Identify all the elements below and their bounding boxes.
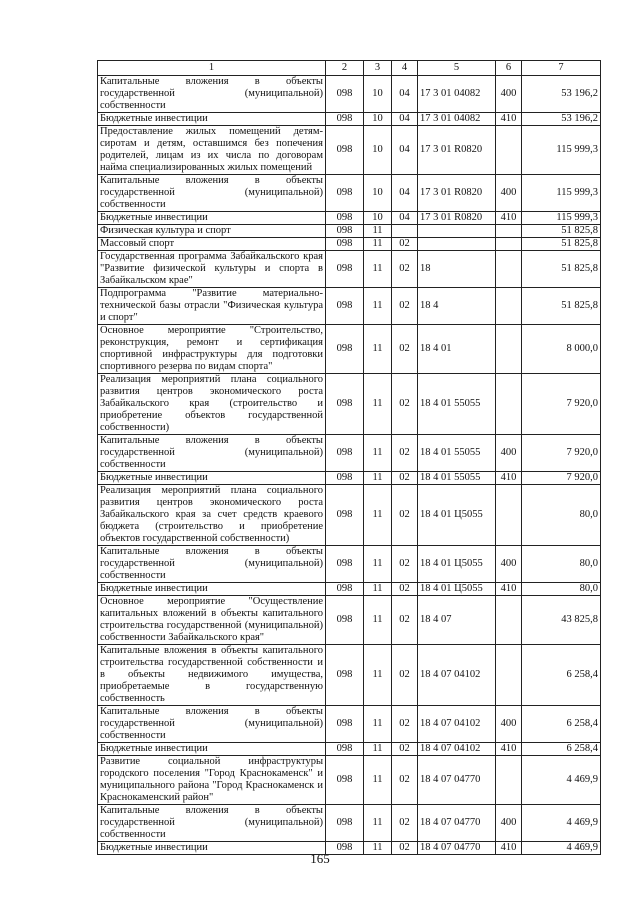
target-article-cell: 18 4 01 [418, 325, 496, 374]
expense-type-cell [496, 596, 522, 645]
target-article-cell: 18 4 01 Ц5055 [418, 583, 496, 596]
expense-type-cell [496, 756, 522, 805]
target-article-cell: 18 4 01 55055 [418, 472, 496, 485]
table-row [98, 583, 601, 596]
target-article-cell: 18 4 07 04102 [418, 645, 496, 706]
code-admin-cell: 098 [326, 485, 364, 546]
page-number: 165 [310, 851, 330, 866]
table-row [98, 743, 601, 756]
subsection-cell: 02 [392, 238, 418, 251]
subsection-cell: 02 [392, 325, 418, 374]
subsection-cell: 04 [392, 212, 418, 225]
code-admin-cell: 098 [326, 805, 364, 842]
row-name-cell: Бюджетные инвестиции [98, 583, 326, 596]
amount-cell: 115 999,3 [522, 126, 601, 175]
section-cell: 11 [364, 288, 392, 325]
amount-cell: 51 825,8 [522, 288, 601, 325]
header-cell: 7 [522, 61, 601, 76]
target-article-cell: 18 4 01 55055 [418, 374, 496, 435]
target-article-cell: 18 4 [418, 288, 496, 325]
target-article-cell: 17 3 01 04082 [418, 113, 496, 126]
subsection-cell [392, 225, 418, 238]
target-article-cell: 18 4 07 04102 [418, 706, 496, 743]
amount-cell: 53 196,2 [522, 76, 601, 113]
target-article-cell [418, 238, 496, 251]
header-cell: 1 [98, 61, 326, 76]
table-row [98, 546, 601, 583]
code-admin-cell: 098 [326, 325, 364, 374]
table-row [98, 485, 601, 546]
subsection-cell: 04 [392, 126, 418, 175]
header-cell: 6 [496, 61, 522, 76]
table-row [98, 472, 601, 485]
target-article-cell: 18 [418, 251, 496, 288]
amount-cell: 53 196,2 [522, 113, 601, 126]
table-row [98, 435, 601, 472]
section-cell: 11 [364, 583, 392, 596]
table-row [98, 251, 601, 288]
subsection-cell: 02 [392, 288, 418, 325]
subsection-cell: 02 [392, 743, 418, 756]
section-cell: 11 [364, 706, 392, 743]
row-name-cell: Государственная программа Забайкальского края "Развитие физической культуры и спорта в Забайкальском крае" [98, 251, 326, 288]
amount-cell: 8 000,0 [522, 325, 601, 374]
expense-type-cell [496, 238, 522, 251]
target-article-cell: 18 4 07 04102 [418, 743, 496, 756]
subsection-cell: 02 [392, 374, 418, 435]
section-cell: 11 [364, 485, 392, 546]
section-cell: 11 [364, 238, 392, 251]
row-name-cell: Капитальные вложения в объекты государственной (муниципальной) собственности [98, 435, 326, 472]
section-cell: 10 [364, 113, 392, 126]
code-admin-cell: 098 [326, 756, 364, 805]
expense-type-cell [496, 325, 522, 374]
expense-type-cell: 410 [496, 583, 522, 596]
amount-cell: 6 258,4 [522, 645, 601, 706]
row-name-cell: Бюджетные инвестиции [98, 743, 326, 756]
table-row [98, 756, 601, 805]
expense-type-cell [496, 374, 522, 435]
table-row [98, 175, 601, 212]
subsection-cell: 02 [392, 546, 418, 583]
code-admin-cell: 098 [326, 645, 364, 706]
target-article-cell: 17 3 01 R0820 [418, 175, 496, 212]
budget-table [97, 60, 601, 855]
code-admin-cell: 098 [326, 251, 364, 288]
expense-type-cell [496, 288, 522, 325]
target-article-cell: 18 4 07 [418, 596, 496, 645]
amount-cell: 80,0 [522, 485, 601, 546]
row-name-cell: Предоставление жилых помещений детям-сиротам и детям, оставшимся без попечения родителей, лицам из их числа по договорам найма специализированных жилых помещений [98, 126, 326, 175]
code-admin-cell: 098 [326, 842, 364, 855]
amount-cell: 7 920,0 [522, 435, 601, 472]
row-name-cell: Капитальные вложения в объекты государственной (муниципальной) собственности [98, 175, 326, 212]
row-name-cell: Капитальные вложения в объекты государственной (муниципальной) собственности [98, 706, 326, 743]
amount-cell: 4 469,9 [522, 805, 601, 842]
code-admin-cell: 098 [326, 472, 364, 485]
subsection-cell: 04 [392, 76, 418, 113]
row-name-cell: Капитальные вложения в объекты государственной (муниципальной) собственности [98, 805, 326, 842]
expense-type-cell: 400 [496, 435, 522, 472]
section-cell: 11 [364, 743, 392, 756]
section-cell: 11 [364, 756, 392, 805]
header-cell: 2 [326, 61, 364, 76]
subsection-cell: 02 [392, 756, 418, 805]
section-cell: 11 [364, 645, 392, 706]
amount-cell: 7 920,0 [522, 374, 601, 435]
amount-cell: 80,0 [522, 546, 601, 583]
target-article-cell: 18 4 07 04770 [418, 756, 496, 805]
amount-cell: 43 825,8 [522, 596, 601, 645]
code-admin-cell: 098 [326, 175, 364, 212]
section-cell: 11 [364, 325, 392, 374]
expense-type-cell: 400 [496, 175, 522, 212]
target-article-cell: 17 3 01 R0820 [418, 212, 496, 225]
table-row [98, 126, 601, 175]
target-article-cell [418, 225, 496, 238]
section-cell: 10 [364, 175, 392, 212]
section-cell: 11 [364, 374, 392, 435]
section-cell: 10 [364, 212, 392, 225]
section-cell: 10 [364, 126, 392, 175]
code-admin-cell: 098 [326, 225, 364, 238]
subsection-cell: 02 [392, 645, 418, 706]
table-row [98, 325, 601, 374]
code-admin-cell: 098 [326, 288, 364, 325]
code-admin-cell: 098 [326, 743, 364, 756]
section-cell: 11 [364, 435, 392, 472]
section-cell: 11 [364, 596, 392, 645]
expense-type-cell [496, 645, 522, 706]
row-name-cell: Бюджетные инвестиции [98, 472, 326, 485]
expense-type-cell: 400 [496, 76, 522, 113]
expense-type-cell: 400 [496, 706, 522, 743]
table-header-row [98, 61, 601, 76]
subsection-cell: 02 [392, 251, 418, 288]
row-name-cell: Капитальные вложения в объекты капитального строительства государственной собственности и в объекты недвижимого имущества, приобретаемые в государственную собственность [98, 645, 326, 706]
code-admin-cell: 098 [326, 238, 364, 251]
target-article-cell: 18 4 07 04770 [418, 842, 496, 855]
expense-type-cell: 410 [496, 472, 522, 485]
expense-type-cell [496, 485, 522, 546]
amount-cell: 6 258,4 [522, 706, 601, 743]
table-row [98, 374, 601, 435]
table-row [98, 706, 601, 743]
table-row [98, 645, 601, 706]
amount-cell: 6 258,4 [522, 743, 601, 756]
amount-cell: 115 999,3 [522, 175, 601, 212]
header-cell: 3 [364, 61, 392, 76]
subsection-cell: 02 [392, 435, 418, 472]
table-row [98, 596, 601, 645]
table-row [98, 212, 601, 225]
row-name-cell: Развитие социальной инфраструктуры городского поселения "Город Краснокаменск" и муниципального района "Город Краснокаменск и Краснокаменский район" [98, 756, 326, 805]
table-row [98, 113, 601, 126]
table-row [98, 76, 601, 113]
header-cell: 4 [392, 61, 418, 76]
target-article-cell: 18 4 01 55055 [418, 435, 496, 472]
row-name-cell: Основное мероприятие "Осуществление капитальных вложений в объекты капитального строительства государственной (муниципальной) собственности Забайкальского края" [98, 596, 326, 645]
expense-type-cell: 410 [496, 212, 522, 225]
code-admin-cell: 098 [326, 113, 364, 126]
table-row [98, 288, 601, 325]
row-name-cell: Физическая культура и спорт [98, 225, 326, 238]
section-cell: 11 [364, 546, 392, 583]
target-article-cell: 17 3 01 04082 [418, 76, 496, 113]
expense-type-cell: 410 [496, 842, 522, 855]
subsection-cell: 02 [392, 805, 418, 842]
amount-cell: 4 469,9 [522, 842, 601, 855]
row-name-cell: Массовый спорт [98, 238, 326, 251]
subsection-cell: 02 [392, 842, 418, 855]
section-cell: 11 [364, 251, 392, 288]
code-admin-cell: 098 [326, 706, 364, 743]
expense-type-cell [496, 126, 522, 175]
target-article-cell: 18 4 01 Ц5055 [418, 485, 496, 546]
target-article-cell: 17 3 01 R0820 [418, 126, 496, 175]
amount-cell: 51 825,8 [522, 225, 601, 238]
row-name-cell: Бюджетные инвестиции [98, 212, 326, 225]
subsection-cell: 02 [392, 596, 418, 645]
row-name-cell: Капитальные вложения в объекты государственной (муниципальной) собственности [98, 76, 326, 113]
row-name-cell: Бюджетные инвестиции [98, 842, 326, 855]
section-cell: 10 [364, 76, 392, 113]
amount-cell: 4 469,9 [522, 756, 601, 805]
row-name-cell: Реализация мероприятий плана социального развития центров экономического роста Забайкальского края (строительство и приобретение объектов государственной собственности) [98, 374, 326, 435]
amount-cell: 51 825,8 [522, 238, 601, 251]
row-name-cell: Основное мероприятие "Строительство, реконструкция, ремонт и сертификация спортивной инфраструктуры для подготовки спортивного резерва по видам спорта" [98, 325, 326, 374]
expense-type-cell [496, 225, 522, 238]
section-cell: 11 [364, 842, 392, 855]
section-cell: 11 [364, 225, 392, 238]
code-admin-cell: 098 [326, 76, 364, 113]
code-admin-cell: 098 [326, 546, 364, 583]
table-row [98, 238, 601, 251]
expense-type-cell [496, 251, 522, 288]
code-admin-cell: 098 [326, 374, 364, 435]
code-admin-cell: 098 [326, 435, 364, 472]
code-admin-cell: 098 [326, 126, 364, 175]
amount-cell: 115 999,3 [522, 212, 601, 225]
row-name-cell: Реализация мероприятий плана социального развития центров экономического роста Забайкальского края за счет средств краевого бюджета (строительство и приобретение объектов государственной собственности) [98, 485, 326, 546]
section-cell: 11 [364, 805, 392, 842]
expense-type-cell: 410 [496, 743, 522, 756]
expense-type-cell: 400 [496, 805, 522, 842]
expense-type-cell: 400 [496, 546, 522, 583]
code-admin-cell: 098 [326, 583, 364, 596]
row-name-cell: Подпрограмма "Развитие материально-технической базы отрасли "Физическая культура и спорт" [98, 288, 326, 325]
code-admin-cell: 098 [326, 596, 364, 645]
section-cell: 11 [364, 472, 392, 485]
amount-cell: 51 825,8 [522, 251, 601, 288]
amount-cell: 7 920,0 [522, 472, 601, 485]
subsection-cell: 02 [392, 583, 418, 596]
amount-cell: 80,0 [522, 583, 601, 596]
subsection-cell: 02 [392, 472, 418, 485]
header-cell: 5 [418, 61, 496, 76]
row-name-cell: Капитальные вложения в объекты государственной (муниципальной) собственности [98, 546, 326, 583]
subsection-cell: 02 [392, 485, 418, 546]
subsection-cell: 02 [392, 706, 418, 743]
table-row [98, 225, 601, 238]
row-name-cell: Бюджетные инвестиции [98, 113, 326, 126]
expense-type-cell: 410 [496, 113, 522, 126]
code-admin-cell: 098 [326, 212, 364, 225]
table-row [98, 805, 601, 842]
subsection-cell: 04 [392, 113, 418, 126]
subsection-cell: 04 [392, 175, 418, 212]
target-article-cell: 18 4 07 04770 [418, 805, 496, 842]
target-article-cell: 18 4 01 Ц5055 [418, 546, 496, 583]
